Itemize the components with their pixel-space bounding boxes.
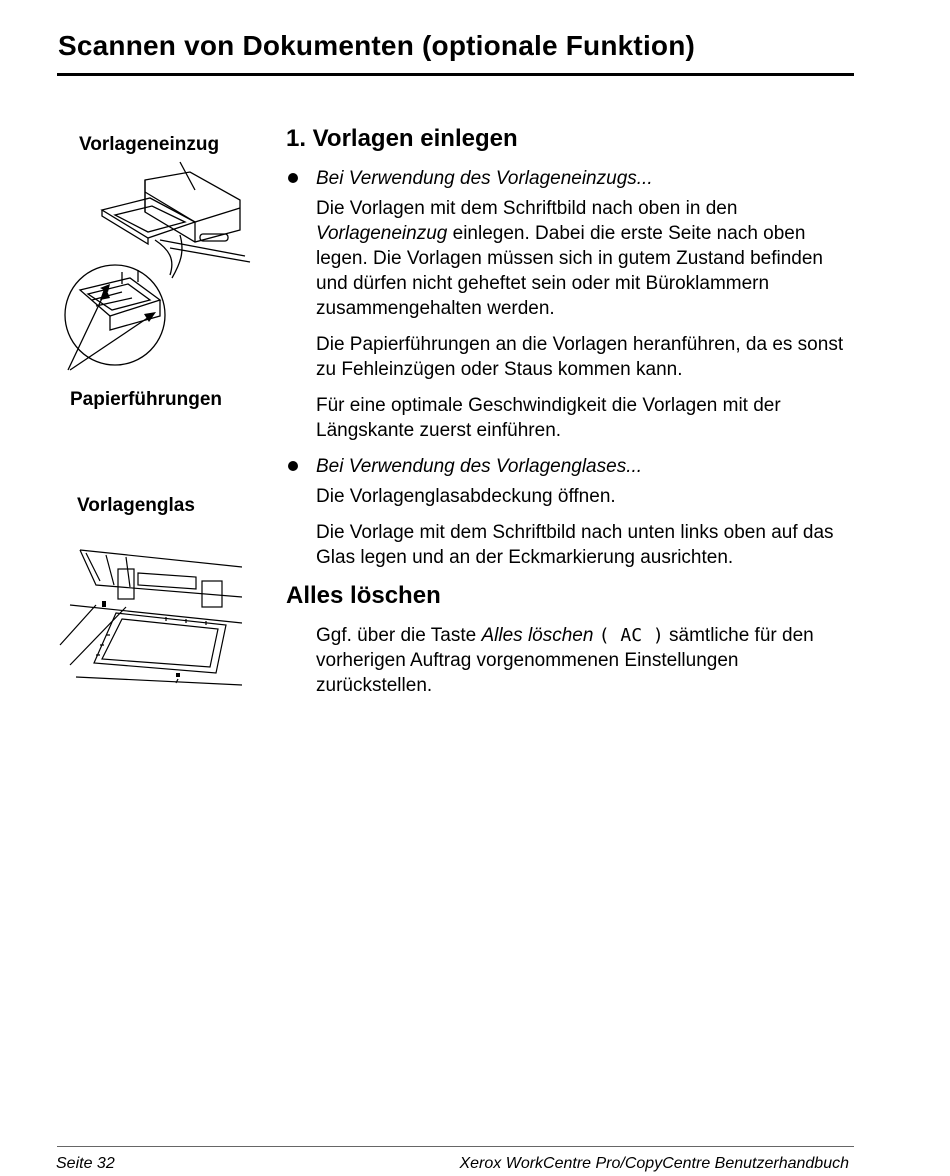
paragraph: Die Vorlagenglasabdeckung öffnen. [316,486,616,507]
main-content [286,124,856,709]
paragraph: Die Vorlagen mit dem Schriftbild nach oben in den Vorlageneinzug einlegen. Dabei die erste Seite nach oben legen. Die Vorlagen müssen sich in gutem Zustand befinden und dürfen nicht geheftet sein oder mit Büroklammern zusammengehalten werden. [316,198,823,319]
document-feeder-illustration [60,160,255,380]
feeder-label: Vorlageneinzug [79,134,220,155]
page-number: Seite 32 [56,1155,115,1172]
section-heading-load-originals: 1. Vorlagen einlegen [286,125,518,152]
footer-rule [57,1146,854,1147]
bullet-document-glass [286,454,856,570]
paragraph: Die Papierführungen an die Vorlagen heranführen, da es sonst zu Fehleinzügen oder Staus kommen kann. [316,334,844,380]
clear-all-key: ( AC ) [598,625,664,646]
bullet-dot [288,173,298,183]
paragraph: Ggf. über die Taste Alles löschen ( AC ) sämtliche für den vorherigen Auftrag vorgenommenen Einstellungen zurückstellen. [316,625,814,696]
paragraph: Für eine optimale Geschwindigkeit die Vorlagen mit der Längskante zuerst einführen. [316,395,781,441]
paper-guides-label: Papierführungen [70,389,223,410]
title-rule [57,73,854,76]
bullet-dot [288,461,298,471]
bullet-document-feeder [286,166,856,443]
bullet-heading: Bei Verwendung des Vorlageneinzugs... [316,168,653,189]
bullet-heading: Bei Verwendung des Vorlagenglases... [316,456,643,477]
clear-all-block [286,623,856,698]
paragraph: Die Vorlage mit dem Schriftbild nach unten links oben auf das Glas legen und an der Eckmarkierung ausrichten. [316,522,834,568]
document-glass-illustration [56,545,242,690]
manual-title: Xerox WorkCentre Pro/CopyCentre Benutzerhandbuch [459,1155,849,1172]
page-title: Scannen von Dokumenten (optionale Funktion) [58,30,696,61]
section-heading-clear-all: Alles löschen [286,582,441,609]
document-glass-label: Vorlagenglas [77,495,195,516]
